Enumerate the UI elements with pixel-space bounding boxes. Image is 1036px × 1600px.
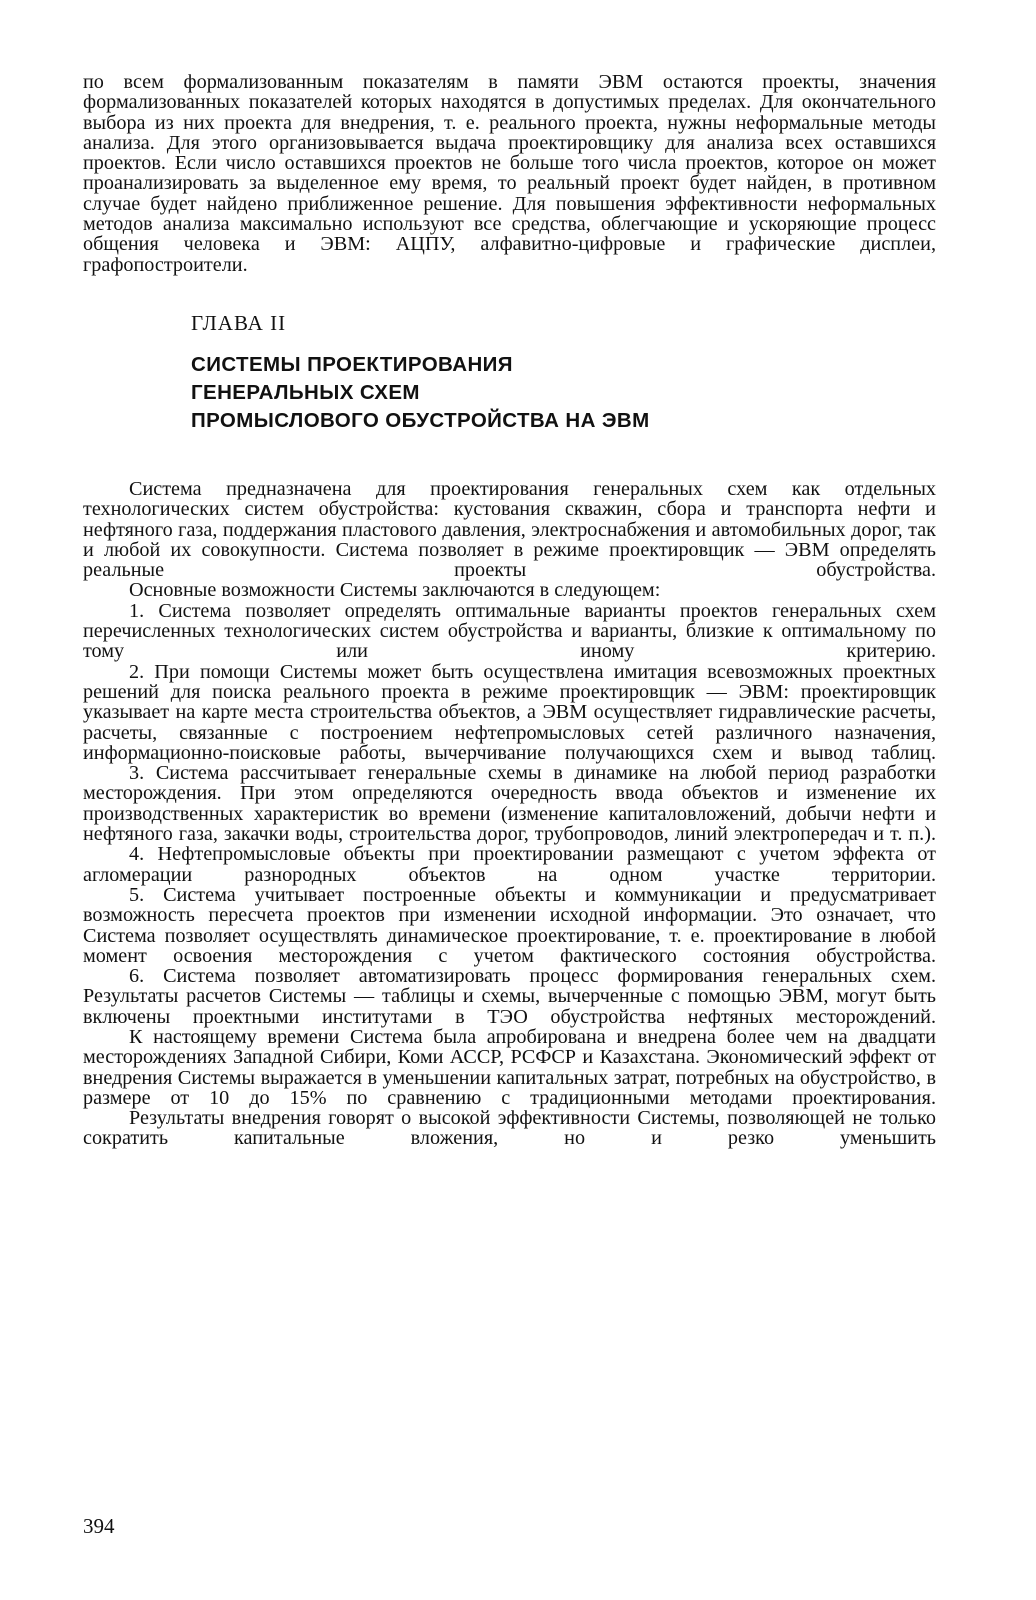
body-paragraph-10: Результаты внедрения говорят о высокой эффективности Системы, позволяющей не только сократить капитальные вложения, но и резко уменьшить (83, 1107, 936, 1150)
chapter-title-line-1: СИСТЕМЫ ПРОЕКТИРОВАНИЯ (191, 352, 513, 376)
body-paragraph-9: К настоящему времени Система была апробирована и внедрена более чем на двадцати месторождениях Западной Сибири, Коми АССР, РСФСР и Казахстана. Экономический эффект от внедрения Системы выражается в уменьшении капитальных затрат, потребных на обустройство, в размере от 10 до 15% по сравнению с традиционными методами проектирования. (83, 1025, 936, 1109)
chapter-title-line-2: ГЕНЕРАЛЬНЫХ СХЕМ (191, 380, 420, 404)
page-number: 394 (83, 1514, 115, 1538)
intro-paragraph: по всем формализованным показателям в памяти ЭВМ остаются проекты, значения формализованных показателей которых находятся в допустимых пределах. Для окончательного выбора из них проекта для внедрения, т. е. реального проекта, нужны неформальные методы анализа. Для этого организовывается выдача проектировщику для анализа всех оставшихся проектов. Если число оставшихся проектов не больше того числа проектов, которое он может проанализировать за выделенное ему время, то реальный проект будет найден, в противном случае будет найдено приближенное решение. Для повышения эффективности неформальных методов анализа максимально используют все средства, облегчающие и ускоряющие процесс общения человека и ЭВМ: АЦПУ, алфавитно-цифровые и графические дисплеи, графопостроители. (83, 71, 936, 276)
body-paragraph-4: 2. При помощи Системы может быть осуществлена имитация всевозможных проектных решений для поиска реального проекта в режиме проектировщик — ЭВМ: проектировщик указывает на карте места строительства объектов, а ЭВМ осуществляет гидравлические расчеты, расчеты, связанные с построением нефтепромысловых сетей различного назначения, информационно-поисковые работы, вычерчивание получающихся схем и вывод таблиц. (83, 660, 936, 764)
body-paragraph-8: 6. Система позволяет автоматизировать процесс формирования генеральных схем. Результаты расчетов Системы — таблицы и схемы, вычерченные с помощью ЭВМ, могут быть включены проектными институтами в ТЭО обустройства нефтяных месторождений. (83, 965, 936, 1028)
body-paragraph-3: 1. Система позволяет определять оптимальные варианты проектов генеральных схем перечисленных технологических систем обустройства и варианты, близкие к оптимальному по тому или иному критерию. (83, 599, 936, 663)
body-paragraph-6: 4. Нефтепромысловые объекты при проектировании размещают с учетом эффекта от агломерации разнородных объектов на одном участке территории. (83, 843, 936, 886)
body-paragraph-2: Основные возможности Системы заключаются в следующем: (129, 579, 661, 602)
body-paragraph-1: Система предназначена для проектирования генеральных схем как отдельных технологических систем обустройства: кустования скважин, сбора и транспорта нефти и нефтяного газа, поддержания пластового давления, электроснабжения и автомобильных дорог, так и любой их совокупности. Система позволяет в режиме проектировщик — ЭВМ определять реальные проекты обустройства. (83, 477, 936, 582)
chapter-title (191, 351, 936, 435)
body-paragraph-7: 5. Система учитывает построенные объекты и коммуникации и предусматривает возможность пересчета проектов при изменении исходной информации. Это означает, что Система позволяет осуществлять динамическое проектирование, т. е. проектирование в любой момент освоения месторождения с учетом фактического состояния обустройства. (83, 883, 936, 967)
chapter-label: ГЛАВА II (191, 310, 287, 335)
spacer (83, 455, 936, 479)
body-paragraph-5: 3. Система рассчитывает генеральные схемы в динамике на любой период разработки месторождения. При этом определяются очередность ввода объектов и изменение их производственных характеристик во времени (изменение капиталовложений, добычи нефти и нефтяного газа, закачки воды, строительства дорог, трубопроводов, линий электропередач и т. п.). (83, 762, 936, 846)
page-content (83, 72, 936, 1149)
chapter-title-line-3: ПРОМЫСЛОВОГО ОБУСТРОЙСТВА НА ЭВМ (191, 408, 650, 432)
